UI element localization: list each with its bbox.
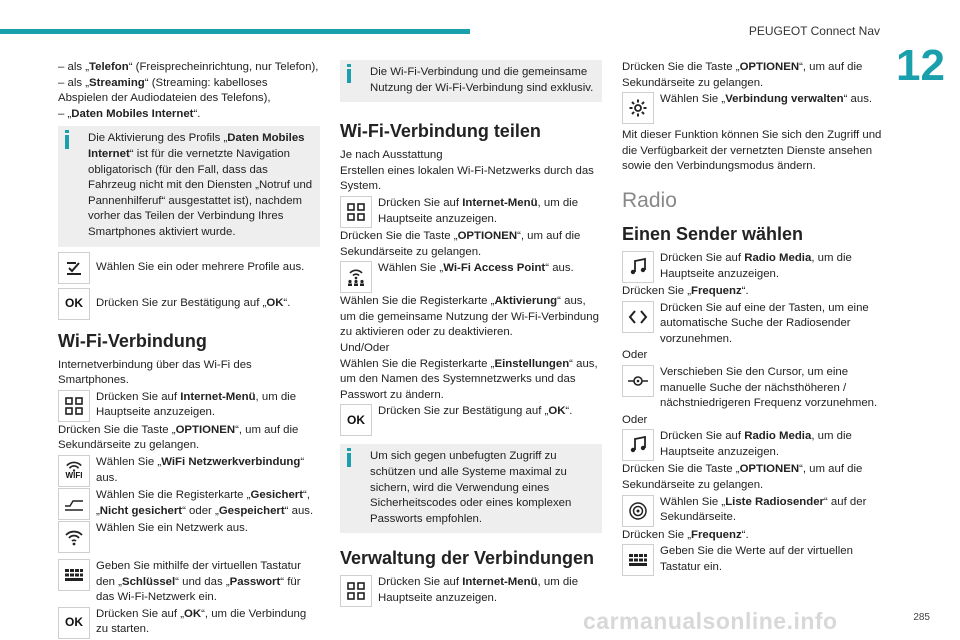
internet-menu-icon[interactable] bbox=[340, 575, 372, 607]
header-accent-bar bbox=[0, 29, 470, 34]
info-icon bbox=[347, 69, 351, 83]
checkbox-edit-icon[interactable] bbox=[58, 252, 90, 284]
ok-button-icon[interactable]: OK bbox=[58, 607, 90, 639]
wifi-icon[interactable]: WIFI bbox=[58, 455, 90, 487]
paragraph: Oder bbox=[622, 349, 648, 362]
page-number: 285 bbox=[913, 612, 930, 623]
list-item: – „Daten Mobiles Internet“. bbox=[58, 107, 201, 120]
paragraph: Wählen Sie die Registerkarte „Aktivierung“ aus, um die gemeinsame Nutzung der Wi-Fi-Verbindung zu aktivieren oder zu deaktivieren. bbox=[340, 295, 599, 339]
paragraph: Drücken Sie die Taste „OPTIONEN“, um auf die Sekundärseite zu gelangen. bbox=[58, 423, 299, 452]
keyboard-icon[interactable] bbox=[622, 544, 654, 576]
paragraph: Mit dieser Funktion können Sie sich den Zugriff und die Verfügbarkeit der vernetzten Dienste ansehen sowie den Verbindungsmodus ändern. bbox=[622, 129, 882, 173]
paragraph: Drücken Sie „Frequenz“. bbox=[622, 284, 749, 297]
internet-menu-icon[interactable] bbox=[340, 196, 372, 228]
paragraph: Oder bbox=[622, 413, 648, 426]
column-1 bbox=[58, 60, 320, 640]
paragraph: Drücken Sie die Taste „OPTIONEN“, um auf die Sekundärseite zu gelangen. bbox=[622, 463, 863, 491]
info-icon bbox=[65, 135, 69, 149]
info-box: Die Aktivierung des Profils „Daten Mobiles Internet“ ist für die vernetzte Navigation obligatorisch (für den Fall, dass das Fahrzeug nicht mit den Diensten „Notruf und Pannenhilferuf“ ausgestattet ist), nachdem vorher das Teilen der Verbindung Ihres Smartphones aktiviert wurde. bbox=[58, 126, 320, 246]
step-select-tab: Wählen Sie die Registerkarte „Gesichert“, „Nicht gesichert“ oder „Gespeichert“ aus. bbox=[58, 488, 320, 520]
step-internet-menu: Drücken Sie auf Internet-Menü, um die Hauptseite anzuzeigen. bbox=[58, 390, 320, 422]
access-point-icon[interactable] bbox=[340, 261, 372, 293]
list-item: – als „Telefon“ (Freisprecheinrichtung, nur Telefon), bbox=[58, 61, 319, 73]
column-3 bbox=[622, 60, 884, 577]
paragraph: Internetverbindung über das Wi-Fi des Smartphones. bbox=[58, 358, 252, 387]
info-icon bbox=[347, 453, 351, 467]
ok-button-icon[interactable]: OK bbox=[340, 404, 372, 436]
keyboard-icon[interactable] bbox=[58, 559, 90, 591]
step-select-network: Wählen Sie ein Netzwerk aus. bbox=[58, 521, 320, 553]
paragraph: Drücken Sie „Frequenz“. bbox=[622, 528, 749, 541]
step-station-list: Wählen Sie „Liste Radiosender“ auf der Sekundärseite. bbox=[622, 495, 884, 527]
chevron-left-right-icon[interactable] bbox=[622, 301, 654, 333]
section-heading-sender: Einen Sender wählen bbox=[622, 223, 804, 244]
step-confirm-ok: OK Drücken Sie zur Bestätigung auf „OK“. bbox=[58, 288, 320, 320]
step-keyboard: Geben Sie mithilfe der virtuellen Tastatur den „Schlüssel“ und das „Passwort“ für das Wi-Fi-Netzwerk ein. bbox=[58, 559, 320, 606]
music-note-icon[interactable] bbox=[622, 429, 654, 461]
column-2 bbox=[340, 60, 602, 608]
music-note-icon[interactable] bbox=[622, 251, 654, 283]
step-auto-search: Drücken Sie auf eine der Tasten, um eine automatische Suche der Radiosender vorzunehmen. bbox=[622, 301, 884, 348]
ok-button-icon[interactable]: OK bbox=[58, 288, 90, 320]
step-radio-media: Drücken Sie auf Radio Media, um die Hauptseite anzuzeigen. bbox=[622, 251, 884, 283]
step-internet-menu: Drücken Sie auf Internet-Menü, um die Hauptseite anzuzeigen. bbox=[340, 196, 602, 228]
step-manage-connection: Wählen Sie „Verbindung verwalten“ aus. bbox=[622, 92, 884, 124]
section-heading-radio: Radio bbox=[622, 188, 677, 212]
step-internet-menu: Drücken Sie auf Internet-Menü, um die Hauptseite anzuzeigen. bbox=[340, 575, 602, 607]
info-box: Um sich gegen unbefugten Zugriff zu schützen und alle Systeme maximal zu sichern, wird die Verwendung eines Sicherheitscodes oder eines komplexen Passworts empfohlen. bbox=[340, 444, 602, 533]
radio-station-icon[interactable] bbox=[622, 495, 654, 527]
list-item: – als „Streaming“ (Streaming: kabelloses Abspielen der Audiodateien des Telefons), bbox=[58, 76, 271, 105]
paragraph: Wählen Sie die Registerkarte „Einstellungen“ aus, um den Namen des Systemnetzwerks und das Passwort zu ändern. bbox=[340, 357, 598, 401]
section-heading-share: Wi-Fi-Verbindung teilen bbox=[340, 121, 541, 142]
header-title: PEUGEOT Connect Nav bbox=[748, 24, 880, 38]
chapter-number: 12 bbox=[896, 41, 945, 90]
step-keyboard: Geben Sie die Werte auf der virtuellen Tastatur ein. bbox=[622, 544, 884, 576]
wifi-signal-icon[interactable] bbox=[58, 521, 90, 553]
paragraph: Erstellen eines lokalen Wi-Fi-Netzwerks durch das System. bbox=[340, 164, 594, 193]
info-box: Die Wi-Fi-Verbindung und die gemeinsame Nutzung der Wi-Fi-Verbindung sind exklusiv. bbox=[340, 60, 602, 102]
paragraph: Je nach Ausstattung bbox=[340, 149, 443, 162]
step-start-connection: OK Drücken Sie auf „OK“, um die Verbindung zu starten. bbox=[58, 607, 320, 639]
section-heading-wifi: Wi-Fi-Verbindung bbox=[58, 330, 207, 351]
step-confirm-ok: OK Drücken Sie zur Bestätigung auf „OK“. bbox=[340, 404, 602, 436]
step-wifi-network: WIFI Wählen Sie „WiFi Netzwerkverbindung“ aus. bbox=[58, 455, 320, 487]
paragraph: Drücken Sie die Taste „OPTIONEN“, um auf die Sekundärseite zu gelangen. bbox=[622, 61, 863, 89]
tab-icon[interactable] bbox=[58, 488, 90, 520]
watermark: carmanualsonline.info bbox=[583, 608, 838, 634]
slider-cursor-icon[interactable] bbox=[622, 365, 654, 397]
step-select-profiles: Wählen Sie ein oder mehrere Profile aus. bbox=[58, 252, 320, 284]
step-access-point: Wählen Sie „Wi-Fi Access Point“ aus. bbox=[340, 261, 602, 293]
step-radio-media: Drücken Sie auf Radio Media, um die Hauptseite anzuzeigen. bbox=[622, 429, 884, 461]
paragraph: Und/Oder bbox=[340, 341, 390, 354]
gear-icon[interactable] bbox=[622, 92, 654, 124]
internet-menu-icon[interactable] bbox=[58, 390, 90, 422]
section-heading-manage: Verwaltung der Verbindungen bbox=[340, 548, 595, 569]
paragraph: Drücken Sie die Taste „OPTIONEN“, um auf die Sekundärseite zu gelangen. bbox=[340, 229, 581, 258]
step-manual-search: Verschieben Sie den Cursor, um eine manuelle Suche der nächsthöheren / nächstniedrigeren Frequenz vorzunehmen. bbox=[622, 365, 884, 412]
